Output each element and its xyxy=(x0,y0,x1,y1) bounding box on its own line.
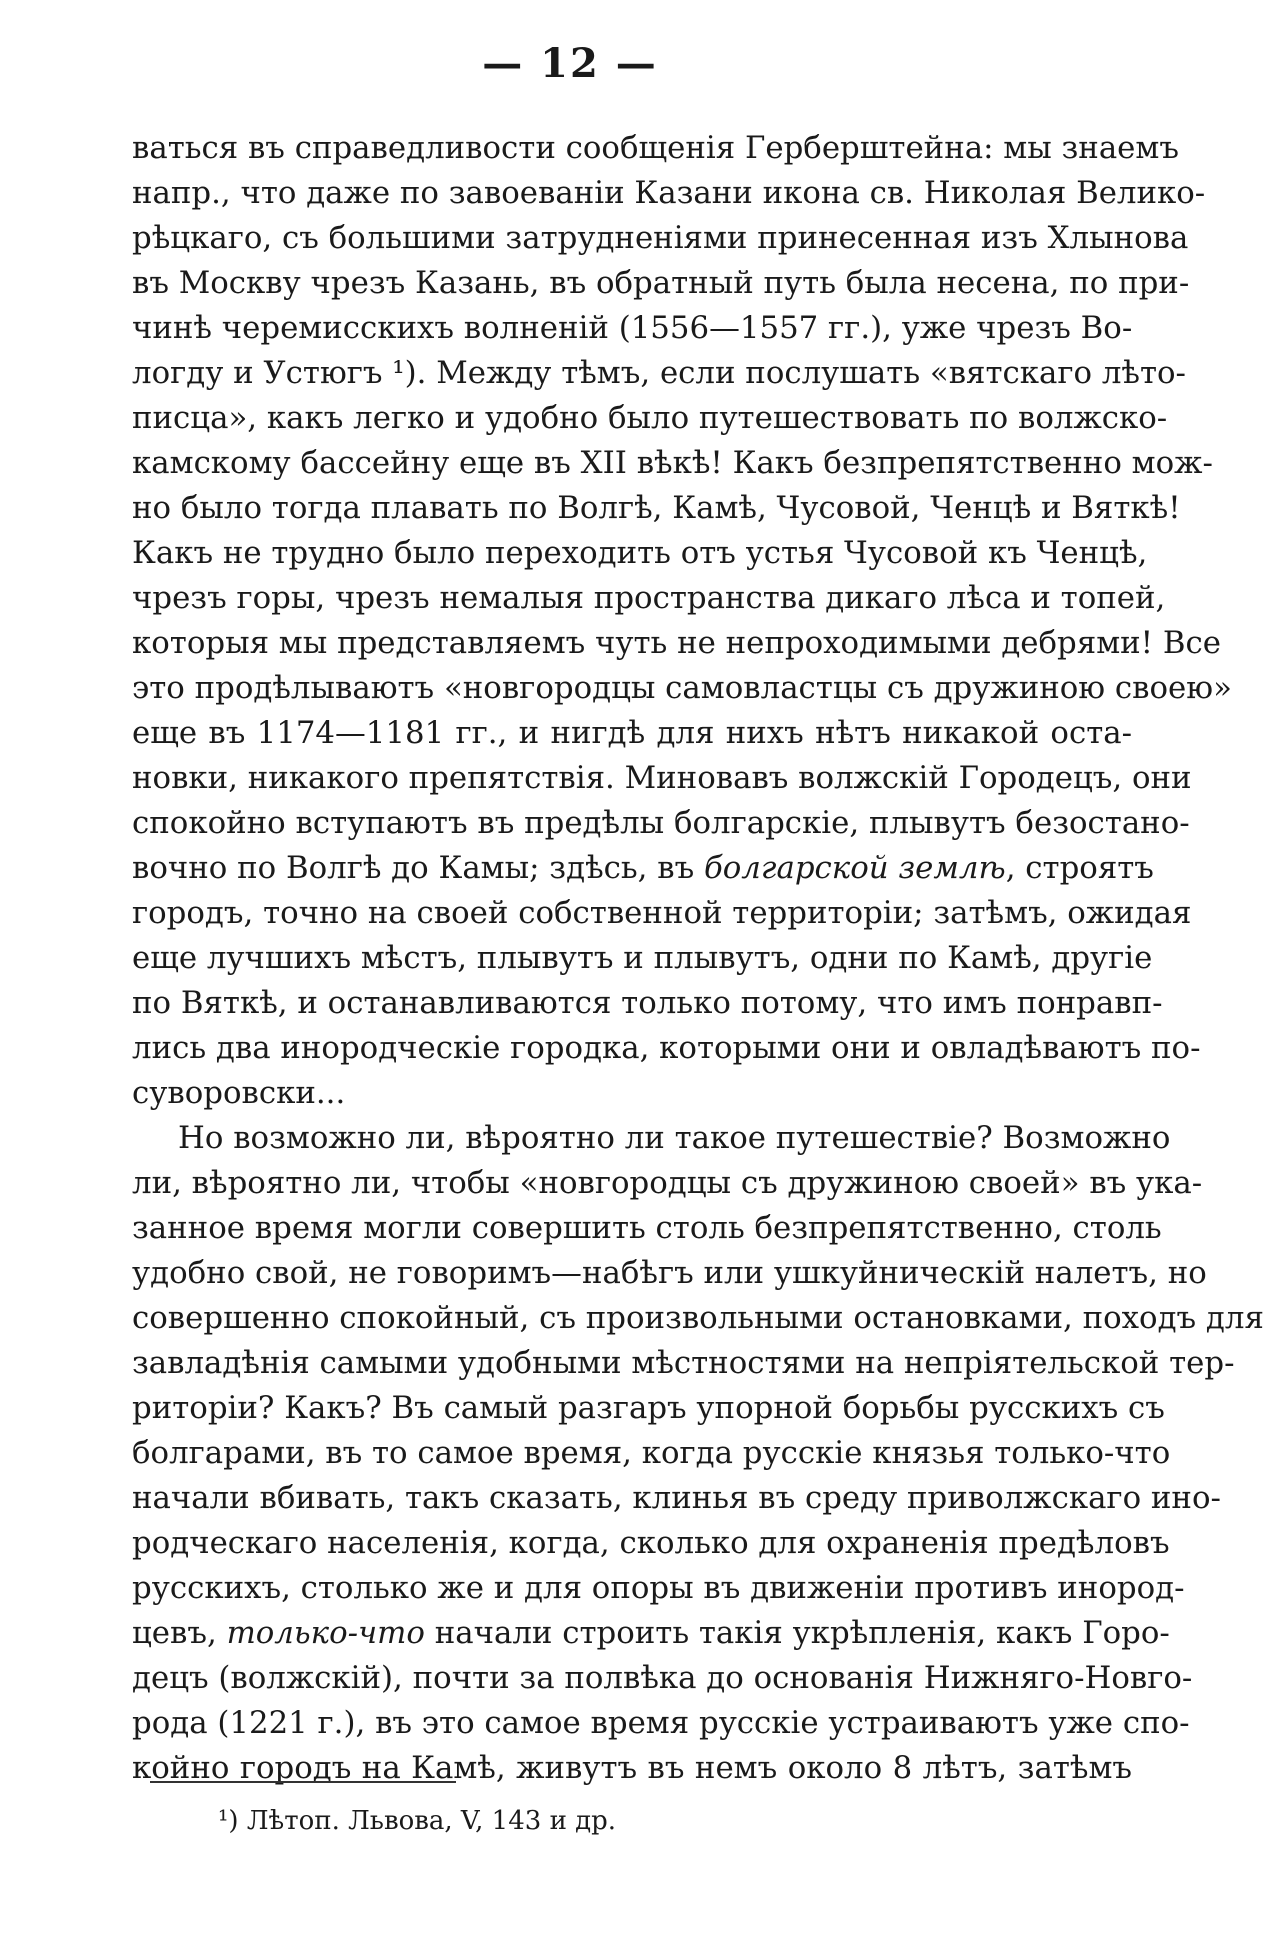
text-line: децъ (волжскій), почти за полвѣка до основанія Нижняго-Новго- xyxy=(132,1660,1193,1696)
page-number: — 12 — xyxy=(482,40,658,87)
text-line: городъ, точно на своей собственной территоріи; затѣмъ, ожидая xyxy=(132,895,1192,931)
text-fragment: , строятъ xyxy=(1005,850,1154,886)
text-fragment: цевъ, xyxy=(132,1615,217,1651)
text-line: напр., что даже по завоеваніи Казани икона св. Николая Велико- xyxy=(132,175,1206,211)
text-line: логду и Устюгъ ¹). Между тѣмъ, если послушать «вятскаго лѣто- xyxy=(132,355,1186,391)
text-line: по Вяткѣ, и останавливаются только потому, что имъ понравп- xyxy=(132,985,1163,1021)
text-line xyxy=(132,1611,1170,1656)
text-line: чинѣ черемисскихъ волненій (1556—1557 гг.), уже чрезъ Во- xyxy=(132,310,1133,346)
text-line: лись два инородческіе городка, которыми они и овладѣваютъ по- xyxy=(132,1030,1201,1066)
text-line: новки, никакого препятствія. Миновавъ волжскій Городецъ, они xyxy=(132,760,1192,796)
text-line: чрезъ горы, чрезъ немалыя пространства дикаго лѣса и топей, xyxy=(132,580,1166,616)
footnote-divider xyxy=(150,1781,456,1783)
footnote: ¹) Лѣтоп. Львова, V, 143 и др. xyxy=(218,1806,617,1836)
text-line: занное время могли совершить столь безпрепятственно, столь xyxy=(132,1210,1162,1246)
text-line: завладѣнія самыми удобными мѣстностями на непріятельской тер- xyxy=(132,1345,1235,1381)
text-line: писца», какъ легко и удобно было путешествовать по волжско- xyxy=(132,400,1168,436)
text-fragment: вочно по Волгѣ до Камы; здѣсь, въ xyxy=(132,850,695,886)
text-line: рѣцкаго, съ большими затрудненіями принесенная изъ Хлынова xyxy=(132,220,1189,256)
text-line: совершенно спокойный, съ произвольными остановками, походъ для xyxy=(132,1300,1264,1336)
text-line: удобно свой, не говоримъ—набѣгъ или ушкуйническій налетъ, но xyxy=(132,1255,1207,1291)
italic-phrase: только-что xyxy=(226,1615,425,1651)
text-line: русскихъ, столько же и для опоры въ движеніи противъ инород- xyxy=(132,1570,1185,1606)
text-fragment: начали строить такія укрѣпленія, какъ Горо- xyxy=(434,1615,1170,1651)
text-line: рода (1221 г.), въ это самое время русскіе устраиваютъ уже спо- xyxy=(132,1705,1190,1741)
text-line: болгарами, въ то самое время, когда русскіе князья только-что xyxy=(132,1435,1171,1471)
text-line: но было тогда плавать по Волгѣ, Камѣ, Чусовой, Ченцѣ и Вяткѣ! xyxy=(132,490,1181,526)
text-line: родческаго населенія, когда, сколько для охраненія предѣловъ xyxy=(132,1525,1170,1561)
text-line: риторіи? Какъ? Въ самый разгаръ упорной борьбы русскихъ съ xyxy=(132,1390,1165,1426)
text-line: начали вбивать, такъ сказать, клинья въ среду приволжскаго ино- xyxy=(132,1480,1221,1516)
text-line: койно городъ на Камѣ, живутъ въ немъ около 8 лѣтъ, затѣмъ xyxy=(132,1750,1132,1786)
text-line: еще лучшихъ мѣстъ, плывутъ и плывутъ, одни по Камѣ, другіе xyxy=(132,940,1153,976)
text-line: это продѣлываютъ «новгородцы самовластцы съ дружиною своею» xyxy=(132,670,1232,706)
text-line: въ Москву чрезъ Казань, въ обратный путь была несена, по при- xyxy=(132,265,1190,301)
text-line: суворовски... xyxy=(132,1075,346,1111)
text-line: ваться въ справедливости сообщенія Герберштейна: мы знаемъ xyxy=(132,130,1179,166)
text-line: камскому бассейну еще въ XII вѣкѣ! Какъ безпрепятственно мож- xyxy=(132,445,1213,481)
text-line: еще въ 1174—1181 гг., и нигдѣ для нихъ нѣтъ никакой оста- xyxy=(132,715,1132,751)
italic-phrase: болгарской землѣ xyxy=(703,850,1006,886)
text-line: ли, вѣроятно ли, чтобы «новгородцы съ дружиною своей» въ ука- xyxy=(132,1165,1203,1201)
text-line: Но возможно ли, вѣроятно ли такое путешествіе? Возможно xyxy=(178,1120,1171,1156)
body-text xyxy=(132,126,1264,1791)
text-line: Какъ не трудно было переходить отъ устья Чусовой къ Ченцѣ, xyxy=(132,535,1148,571)
text-line: спокойно вступаютъ въ предѣлы болгарскіе, плывутъ безостано- xyxy=(132,805,1190,841)
text-line xyxy=(132,846,1154,891)
text-line: которыя мы представляемъ чуть не непроходимыми дебрями! Все xyxy=(132,625,1221,661)
